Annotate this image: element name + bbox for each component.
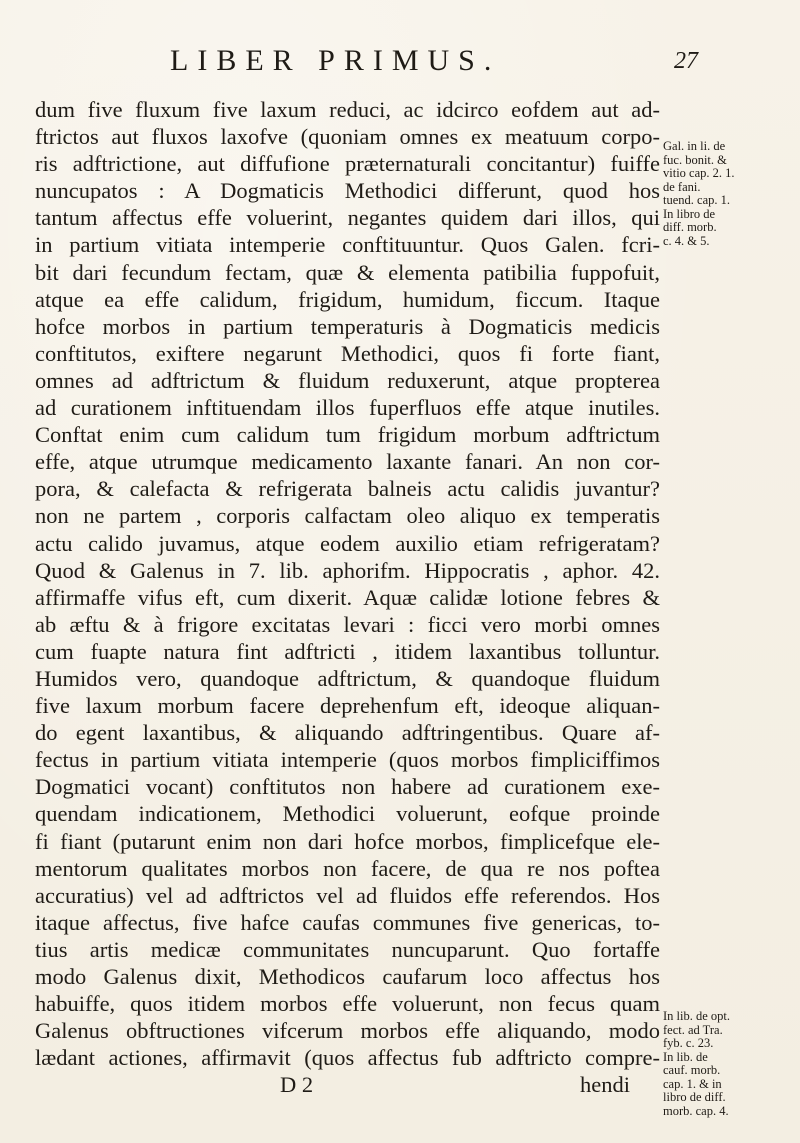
text-line: itaque affectus, five hafce caufas communes five genericas, to- xyxy=(35,909,660,935)
margin-note-line: vitio cap. 2. 1. xyxy=(663,166,735,180)
text-line: accuratius) vel ad adftrictos vel ad fluidos effe referendos. Hos xyxy=(35,882,660,908)
running-head: LIBER PRIMUS. xyxy=(170,44,501,77)
margin-note-line: c. 4. & 5. xyxy=(663,233,710,248)
text-line: Galenus obftructiones vifcerum morbos effe aliquando, modo xyxy=(35,1018,660,1044)
margin-note-line: fuc. bonit. & xyxy=(663,152,727,167)
text-line: quendam indicationem, Methodici voluerunt, eofque proinde xyxy=(35,801,660,827)
margin-note-line: In lib. de xyxy=(663,1049,708,1064)
margin-note-line: morb. cap. 4. xyxy=(663,1103,729,1118)
text-line: tius artis medicæ communitates nuncuparunt. Quo fortaffe xyxy=(35,936,660,962)
text-line: hofce morbos in partium temperaturis à Dogmaticis medicis xyxy=(35,313,660,339)
page-number: 27 xyxy=(674,48,698,74)
margin-note-de-optima-secta xyxy=(663,1010,793,1118)
margin-note-line: fyb. c. 23. xyxy=(663,1036,714,1050)
main-text-block xyxy=(35,96,660,1098)
margin-note-line: Gal. in li. de xyxy=(663,139,726,153)
text-line: Dogmatici vocant) conftitutos non habere ad curationem exe- xyxy=(35,774,660,800)
margin-note-line: In libro de xyxy=(663,206,716,221)
catchword: hendi xyxy=(580,1072,630,1098)
text-line: habuiffe, quos itidem morbos effe voluerunt, non fecus quam xyxy=(35,991,660,1017)
text-line: fectus in partium vitiata intemperie (quos morbos fimpliciffimos xyxy=(35,747,660,773)
margin-note-line: cap. 1. & in xyxy=(663,1076,722,1091)
text-line: in partium vitiata intemperie conftituuntur. Quos Galen. fcri- xyxy=(35,232,660,258)
text-line: effe, atque utrumque medicamento laxante fanari. An non cor- xyxy=(35,449,660,475)
margin-note-line: tuend. cap. 1. xyxy=(663,193,730,207)
margin-note-line: de fani. xyxy=(663,179,701,194)
text-line: do egent laxantibus, & aliquando adftringentibus. Quare af- xyxy=(35,720,660,746)
text-line: omnes ad adftrictum & fluidum reduxerunt, atque propterea xyxy=(35,367,660,393)
margin-note-line: diff. morb. xyxy=(663,220,717,234)
text-line: ris adftrictione, aut diffufione præternaturali concitantur) fuiffe xyxy=(35,151,660,177)
text-line: five laxum morbum facere deprehenfum eft, ideoque aliquan- xyxy=(35,693,660,719)
text-line: ad curationem inftituendam illos fuperfluos effe atque inutiles. xyxy=(35,395,660,421)
text-line: ab æftu & à frigore excitatas levari : ficci vero morbi omnes xyxy=(35,611,660,637)
margin-note-line: cauf. morb. xyxy=(663,1063,721,1077)
text-line: Conftat enim cum calidum tum frigidum morbum adftrictum xyxy=(35,422,660,448)
text-line: Quod & Galenus in 7. lib. aphorifm. Hippocratis , aphor. 42. xyxy=(35,557,660,583)
text-line: non ne partem , corporis calfactam oleo aliquo ex temperatis xyxy=(35,503,660,529)
text-line: nuncupatos : A Dogmaticis Methodici differunt, quod hos xyxy=(35,178,660,204)
text-line: cum fuapte natura fint adftricti , itidem laxantibus tolluntur. xyxy=(35,638,660,664)
text-line: mentorum qualitates morbos non facere, de qua re nos poftea xyxy=(35,855,660,881)
page-footer xyxy=(35,1071,660,1098)
text-line: lædant actiones, affirmavit (quos affectus fub adftricto compre- xyxy=(35,1045,660,1071)
text-line: modo Galenus dixit, Methodicos caufarum loco affectus hos xyxy=(35,964,660,989)
text-line: Humidos vero, quandoque adftrictum, & quandoque fluidum xyxy=(35,665,660,691)
margin-note-line: fect. ad Tra. xyxy=(663,1022,723,1037)
margin-note-line: libro de diff. xyxy=(663,1090,726,1104)
text-line: fi fiant (putarunt enim non dari hofce morbos, fimplicefque ele- xyxy=(35,828,660,854)
text-line: conftitutos, exiftere negarunt Methodici, quos fi forte fiant, xyxy=(35,340,660,366)
text-line: dum five fluxum five laxum reduci, ac idcirco eofdem aut ad- xyxy=(35,97,660,122)
signature-mark: D 2 xyxy=(280,1072,314,1098)
text-line: ftrictos aut fluxos laxofve (quoniam omnes ex meatuum corpo- xyxy=(35,124,660,150)
page-header xyxy=(140,44,698,84)
text-line: pora, & calefacta & refrigerata balneis actu calidis juvantur? xyxy=(35,476,660,502)
text-line: actu calido juvamus, atque eodem auxilio etiam refrigeratam? xyxy=(35,530,660,556)
text-line: atque ea effe calidum, frigidum, humidum, ficcum. Itaque xyxy=(35,286,660,312)
text-line: tantum affectus effe voluerint, negantes quidem dari illos, qui xyxy=(35,205,660,231)
text-line: bit dari fecundum fectam, quæ & elementa patibilia fuppofuit, xyxy=(35,259,660,285)
margin-note-line: In lib. de opt. xyxy=(663,1009,731,1023)
text-line: affirmaffe vifus eft, cum dixerit. Aquæ calidæ lotione febres & xyxy=(35,584,660,610)
margin-note-galen-de-sanitate xyxy=(663,140,793,248)
